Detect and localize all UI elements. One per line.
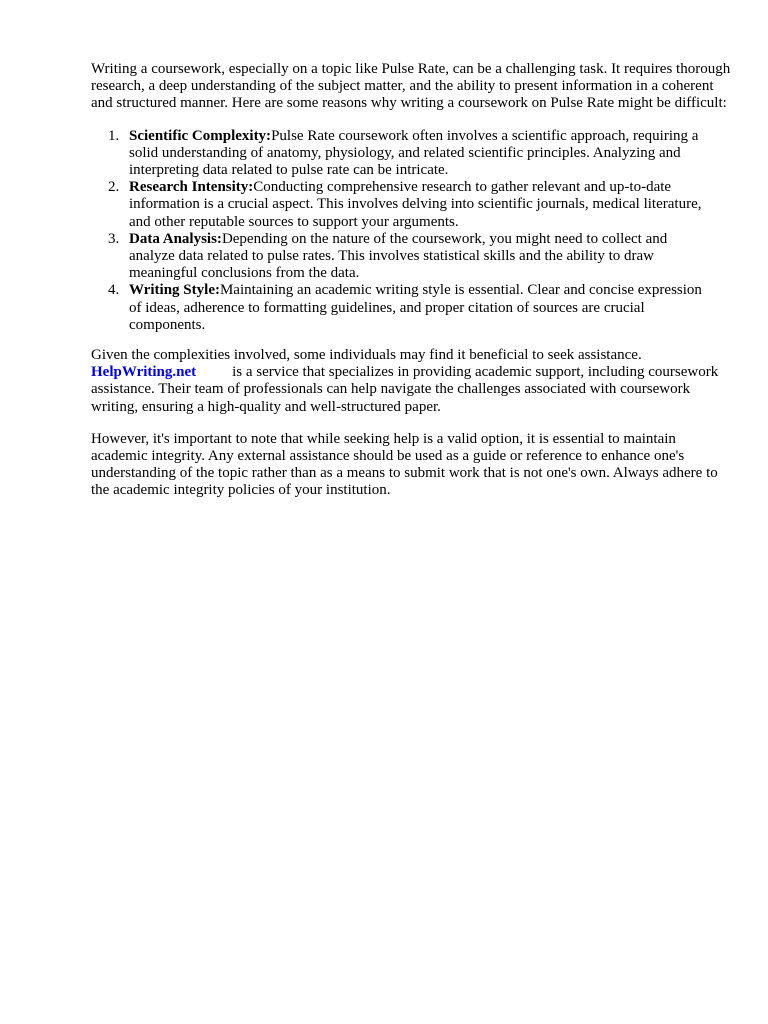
list-item-term: Writing Style: bbox=[129, 282, 220, 299]
list-number: 1. bbox=[108, 127, 120, 144]
list-item bbox=[91, 128, 715, 180]
list-item bbox=[91, 179, 715, 231]
list-number: 3. bbox=[108, 230, 120, 247]
document-page bbox=[91, 61, 731, 500]
list-item-term: Research Intensity: bbox=[129, 179, 254, 196]
list-item-term: Data Analysis: bbox=[129, 230, 222, 247]
list-item-text: Depending on the nature of the coursework, you might need to collect and analyze data related to pulse rates. This involves statistical skills and the ability to draw meaningful conclusions from the data. bbox=[129, 230, 668, 282]
assistance-lead: Given the complexities involved, some individuals may find it beneficial to seek assistance. bbox=[91, 347, 642, 364]
list-number: 2. bbox=[108, 179, 120, 196]
reasons-list bbox=[91, 128, 731, 334]
helpwriting-link[interactable]: HelpWriting.net bbox=[91, 364, 197, 381]
intro-paragraph: Writing a coursework, especially on a topic like Pulse Rate, can be a challenging task. It requires thorough research, a deep understanding of the subject matter, and the ability to present information in a coherent and structured manner. Here are some reasons why writing a coursework on Pulse Rate might be difficult: bbox=[91, 61, 731, 112]
list-item bbox=[91, 282, 715, 334]
list-item-text: Conducting comprehensive research to gather relevant and up-to-date information is a crucial aspect. This involves delving into scientific journals, medical literature, and other reputable sources to support your arguments. bbox=[129, 179, 702, 230]
assistance-paragraph bbox=[91, 347, 731, 416]
list-item bbox=[91, 231, 715, 283]
list-item-term: Scientific Complexity: bbox=[129, 127, 272, 144]
list-item-text: Maintaining an academic writing style is essential. Clear and concise expression of ideas, adherence to formatting guidelines, and proper citation of sources are crucial components. bbox=[129, 282, 702, 333]
assistance-rest: is a service that specializes in providing academic support, including coursework assistance. Their team of professionals can help navigate the challenges associated with coursework writing, ensuring a high-quality and well-structured paper. bbox=[91, 364, 719, 415]
list-number: 4. bbox=[108, 282, 120, 299]
closing-paragraph: However, it's important to note that while seeking help is a valid option, it is essential to maintain academic integrity. Any external assistance should be used as a guide or reference to enhance one's understanding of the topic rather than as a means to submit work that is not one's own. Always adhere to the academic integrity policies of your institution. bbox=[91, 430, 718, 499]
list-item-text: Pulse Rate coursework often involves a scientific approach, requiring a solid understanding of anatomy, physiology, and related scientific principles. Analyzing and interpreting data related to pulse rate can be intricate. bbox=[129, 127, 699, 179]
